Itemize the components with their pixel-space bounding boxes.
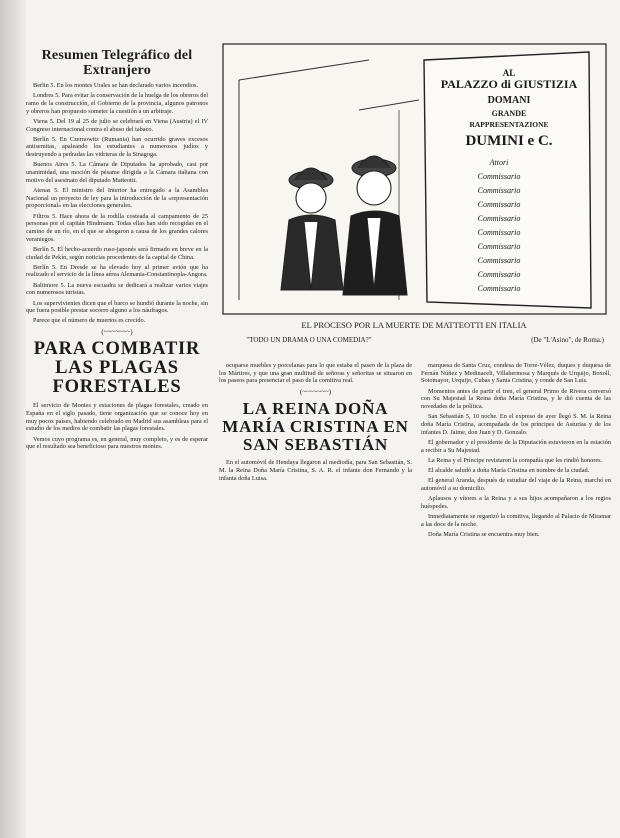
resumen-paragraphs (26, 82, 208, 325)
news-paragraph: Inmediatamente se organizó la comitiva, llegando al Palacio de Miramar a las doce de la noche. (421, 512, 611, 528)
news-paragraph: Londres 5. Para evitar la conservación de la huelga de los obreros del ramo de la construcción, el Gobierno de la provincia, algunos patronos y obreros han propuesto someter la cuestión a un arbitraje. (26, 92, 208, 115)
headline-reina: LA REINA DOÑA MARÍA CRISTINA EN SAN SEBASTIÁN (222, 399, 409, 455)
sign-title: DUMINI e C. (465, 133, 553, 149)
sign-cast-item: Commissario (477, 186, 521, 195)
news-paragraph: Atenas 5. El ministro del Interior ha entregado a la Asamblea Nacional un proyecto de ley para la introducción de la «representación proporcional» en las elecciones generales. (26, 186, 208, 210)
news-paragraph: En el automóvil de Hendaya llegaron al mediodía, para San Sebastián, S. M. la Reina Doña María Cristina, S. A. R. el infante don Fernando y la infanta doña Luisa. (219, 459, 412, 482)
column-middle (219, 362, 412, 832)
sign-line: AL (502, 68, 516, 78)
news-paragraph: Momentos antes de partir el tren, el general Primo de Rivera conversó con Su Majestad la Reina doña María Cristina, y le dió cuenta de las novedades de la política. (421, 387, 611, 411)
section-title-resumen: Resumen Telegráfico del Extranjero (41, 48, 193, 78)
news-paragraph: Filtros 5. Hace ahora de la rodilla costeada al campamento de 25 personas por el capitán Hindmann. Todas ellas han sido recogidas en el camino de un río, en el que se ahogaron a causa de los grandes calores veraniegos. (26, 212, 208, 243)
sign-cast-item: Commissario (477, 200, 521, 209)
news-paragraph: La Reina y el Príncipe revistaron la compañía que les rindió honores. (428, 456, 603, 464)
sign-line: GRANDE (491, 109, 527, 118)
news-paragraph: Vemos cuyo programa es, en general, muy completo, y es de esperar que el resultado sea beneficioso para nuestros montes. (26, 435, 208, 451)
news-paragraph: Berlín 5. En Dresde se ha elevado hoy al primer avión que ha realizado el servicio de la línea aérea Alemania-Constantinopla-Angora. (26, 263, 208, 279)
separator-ornament: (~~~~~~~) (101, 328, 133, 337)
column-left (26, 48, 208, 828)
headline-plagas: PARA COMBATIR LAS PLAGAS FORESTALES (33, 339, 201, 398)
news-paragraph: marquesa de Santa Cruz, condesa de Torre-Vélez, duques y duquesa de Fernán Núñez y Medinaceli, Villahermosa y Marqués de Urquijo, Boxoll, Sotomayor, Urquijo, Cubas y Santa Cristina, y conde de San Luis. (421, 362, 611, 385)
sign-cast-item: Commissario (477, 172, 521, 181)
news-paragraph: Buenos Aires 5. La Cámara de Diputados ha aprobado, casi por unanimidad, una moción de pésame dirigida a la Cámara italiana con motivo del asesinato del diputado Matteotti. (26, 161, 208, 184)
news-paragraph: San Sebastián 5, 10 noche. En el expreso de ayer llegó S. M. la Reina doña María Cristina, acompañada de los príncipes de Asturias y de los infantes D. Jaime, don Juan y D. Gonzalo. (421, 413, 611, 436)
news-paragraph: Parece que el número de muertos es crecido. (33, 317, 146, 325)
sign-cast-item: Commissario (477, 284, 521, 293)
sign-line: DOMANI (487, 95, 531, 106)
right-paragraphs (421, 362, 611, 539)
sign-line: RAPPRESENTAZIONE (469, 120, 549, 129)
news-paragraph: Berlín 5. En Czernowitz (Rumania) han ocurrido graves excesos antisemitas, apaleando los estudiantes a numerosos judíos y destruyendo a pedradas las vidrieras de la Sinagoga. (26, 135, 208, 159)
cartoon-credit: (De "L'Asino", de Roma.) (531, 336, 604, 344)
news-paragraph: Berlín 5. El hecho-acuerdo ruso-japonés será firmado en breve en la ciudad de Pekín, según noticias procedentes de la capital de China. (26, 245, 208, 261)
sign-cast-item: Commissario (477, 256, 521, 265)
column-right (421, 362, 611, 832)
separator-ornament-2: (~~~~~~~) (299, 388, 332, 397)
news-paragraph: Aplausos y vítores a la Reina y a sus hijos acompañaron a los regios huéspedes. (421, 495, 611, 510)
news-paragraph: El gobernador y el presidente de la Diputación estuvieron en la estación a recibir a Su Majestad. (421, 438, 611, 454)
news-paragraph: Berlin 5. En los montes Urales se han declarado varios incendios. (33, 82, 199, 89)
sign-cast-item: Attori (489, 158, 509, 167)
sign-cast-item: Commissario (477, 242, 521, 251)
middle-paragraphs (219, 362, 412, 385)
sign-cast-item: Commissario (477, 228, 521, 237)
news-paragraph: ocuparse muebles y porcelanas para lo que estaba el paseo de la plaza de los Mártires, y que una gran multitud de señoras y señoritas se situaron en los paseos para presenciar el paso de la comitiva real. (219, 362, 412, 385)
news-paragraph: Viena 5. Del 19 al 25 de julio se celebrará en Viena (Austria) el IV Congreso internacional contra el abuso del tabaco. (26, 117, 208, 133)
cartoon-illustration (219, 40, 610, 360)
cartoon-quote: "TODO UN DRAMA O UNA COMEDIA?" (246, 336, 372, 344)
sign-cast-item: Commissario (477, 214, 521, 223)
news-paragraph: Doña María Cristina se encuentra muy bien. (428, 530, 540, 538)
news-paragraph: El servicio de Montes y estaciones de plagas forestales, creado en España en el siglo pasado, tiene organización que se conoce hoy en muy pocos países, habiendo celebrado en Madrid sus asambleas para el estudio de los medios de combatir las plagas forestales. (26, 402, 208, 433)
cartoon-caption: EL PROCESO POR LA MUERTE DE MATTEOTTI EN ITALIA (301, 320, 527, 330)
sign-cast-item: Commissario (477, 270, 521, 279)
reina-paragraphs (219, 459, 412, 482)
news-paragraph: Los supervivientes dicen que el barco se hundió durante la noche, sin que fuera posible prestar socorro alguno a los náufragos. (26, 299, 208, 315)
news-paragraph: El alcalde saludó a doña María Cristina en nombre de la ciudad. (428, 466, 590, 474)
news-paragraph: Baltimore 5. La nueva escuadra se dedicará a realizar varios viajes con numerosos turistas. (26, 281, 208, 297)
plagas-paragraphs (26, 402, 208, 451)
news-paragraph: El general Aranda, después de estudiar del viaje de la Reina, marchó en automóvil a su domicilio. (421, 477, 611, 492)
sign-line: PALAZZO di GIUSTIZIA (440, 77, 578, 91)
